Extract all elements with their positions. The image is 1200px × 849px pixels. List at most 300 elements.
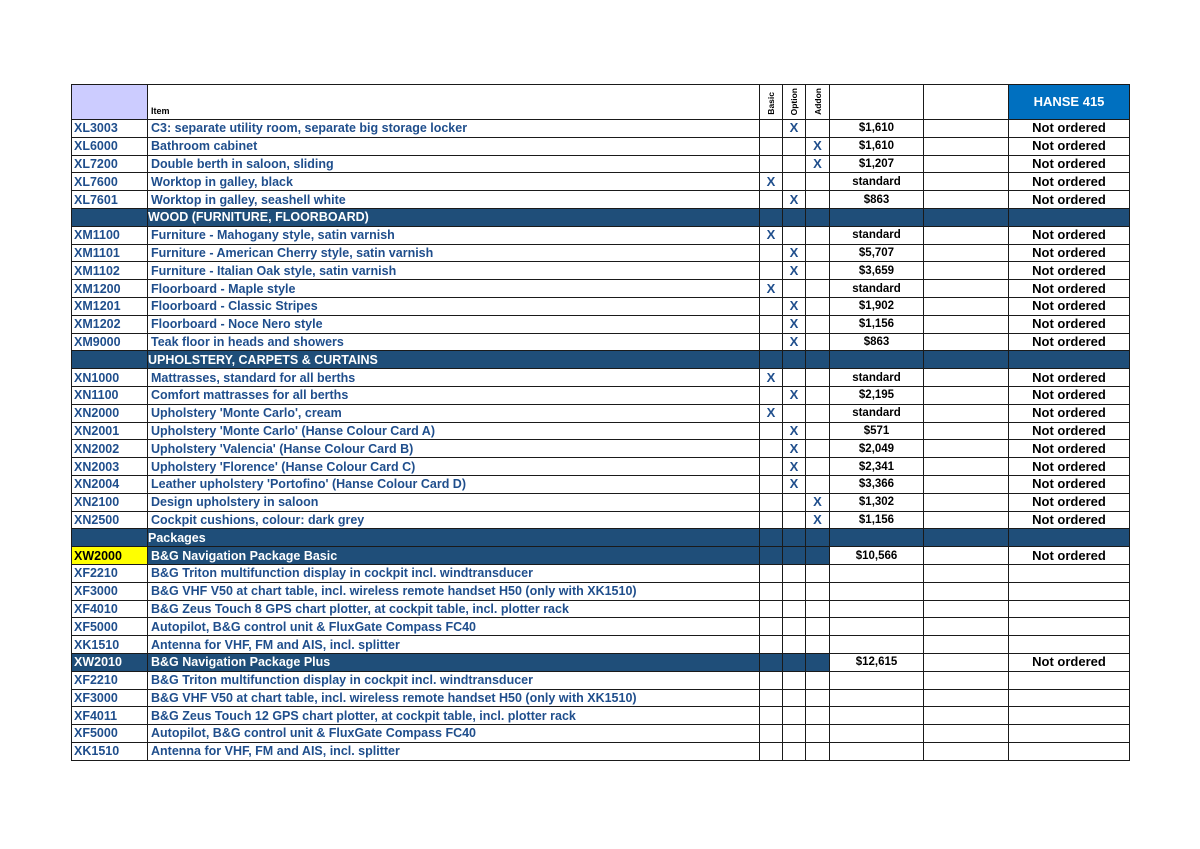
item-code: XF2210 (72, 671, 148, 689)
item-description: Furniture - Mahogany style, satin varnish (148, 226, 760, 244)
table-row (72, 458, 1130, 476)
blank-cell (924, 404, 1009, 422)
blank-cell (924, 511, 1009, 529)
item-code: XF3000 (72, 582, 148, 600)
package-fill-cell (806, 653, 830, 671)
section-fill-cell (783, 208, 806, 226)
item-code: XF5000 (72, 618, 148, 636)
item-price: $863 (830, 191, 924, 209)
basic-mark (760, 564, 783, 582)
item-price: $1,610 (830, 120, 924, 138)
item-description: B&G Triton multifunction display in cockpit incl. windtransducer (148, 564, 760, 582)
section-header-row (72, 351, 1130, 369)
blank-cell (924, 315, 1009, 333)
section-title: UPHOLSTERY, CARPETS & CURTAINS (148, 351, 760, 369)
order-status (1009, 725, 1130, 743)
package-fill-cell (783, 653, 806, 671)
item-description: Cockpit cushions, colour: dark grey (148, 511, 760, 529)
table-row (72, 742, 1130, 760)
header-price-cell (830, 85, 924, 120)
basic-mark (760, 742, 783, 760)
option-mark (783, 137, 806, 155)
table-row (72, 226, 1130, 244)
package-fill-cell (806, 547, 830, 565)
item-description: B&G Zeus Touch 8 GPS chart plotter, at cockpit table, incl. plotter rack (148, 600, 760, 618)
option-mark (783, 173, 806, 191)
item-description: Floorboard - Classic Stripes (148, 297, 760, 315)
addon-mark (806, 458, 830, 476)
item-price: $1,610 (830, 137, 924, 155)
addon-mark (806, 689, 830, 707)
item-description: B&G VHF V50 at chart table, incl. wireless remote handset H50 (only with XK1510) (148, 582, 760, 600)
basic-mark (760, 422, 783, 440)
blank-cell (924, 671, 1009, 689)
order-status: Not ordered (1009, 262, 1130, 280)
option-mark (783, 618, 806, 636)
option-mark: X (783, 386, 806, 404)
item-price (830, 725, 924, 743)
item-code: XF2210 (72, 564, 148, 582)
option-mark: X (783, 262, 806, 280)
order-status (1009, 636, 1130, 654)
item-price (830, 564, 924, 582)
item-price: $3,366 (830, 475, 924, 493)
header-code-cell (72, 85, 148, 120)
item-description: Double berth in saloon, sliding (148, 155, 760, 173)
basic-mark (760, 155, 783, 173)
table-row (72, 422, 1130, 440)
item-description: Comfort mattrasses for all berths (148, 386, 760, 404)
package-fill-cell (760, 547, 783, 565)
section-fill-cell (806, 208, 830, 226)
package-blank-cell (924, 547, 1009, 565)
item-code: XN2003 (72, 458, 148, 476)
table-row (72, 155, 1130, 173)
item-price (830, 600, 924, 618)
addon-mark (806, 475, 830, 493)
section-fill-cell (830, 351, 924, 369)
basic-mark (760, 582, 783, 600)
order-status (1009, 689, 1130, 707)
item-price (830, 636, 924, 654)
addon-mark (806, 636, 830, 654)
header-option-cell (783, 85, 806, 120)
item-code: XN2004 (72, 475, 148, 493)
section-code-cell (72, 208, 148, 226)
item-code: XF5000 (72, 725, 148, 743)
option-mark (783, 707, 806, 725)
basic-mark (760, 297, 783, 315)
blank-cell (924, 618, 1009, 636)
addon-mark (806, 333, 830, 351)
package-code: XW2000 (72, 547, 148, 565)
item-price: standard (830, 173, 924, 191)
order-status: Not ordered (1009, 315, 1130, 333)
item-description: Antenna for VHF, FM and AIS, incl. splitter (148, 636, 760, 654)
blank-cell (924, 707, 1009, 725)
blank-cell (924, 422, 1009, 440)
order-status: Not ordered (1009, 422, 1130, 440)
section-fill-cell (924, 208, 1009, 226)
section-fill-cell (760, 351, 783, 369)
item-price (830, 582, 924, 600)
header-item-label: Item (148, 85, 760, 120)
table-row (72, 475, 1130, 493)
item-code: XF4011 (72, 707, 148, 725)
basic-mark (760, 262, 783, 280)
basic-mark (760, 600, 783, 618)
option-mark: X (783, 244, 806, 262)
blank-cell (924, 725, 1009, 743)
blank-cell (924, 582, 1009, 600)
section-fill-cell (1009, 351, 1130, 369)
addon-mark (806, 315, 830, 333)
blank-cell (924, 262, 1009, 280)
order-status: Not ordered (1009, 297, 1130, 315)
item-price: $1,156 (830, 315, 924, 333)
order-status: Not ordered (1009, 404, 1130, 422)
item-description: Floorboard - Noce Nero style (148, 315, 760, 333)
item-description: B&G VHF V50 at chart table, incl. wireless remote handset H50 (only with XK1510) (148, 689, 760, 707)
item-description: Antenna for VHF, FM and AIS, incl. splitter (148, 742, 760, 760)
order-status (1009, 600, 1130, 618)
section-fill-cell (806, 529, 830, 547)
options-price-table (71, 84, 1130, 761)
blank-cell (924, 155, 1009, 173)
blank-cell (924, 173, 1009, 191)
table-row (72, 600, 1130, 618)
blank-cell (924, 689, 1009, 707)
table-row (72, 582, 1130, 600)
addon-mark (806, 707, 830, 725)
header-blank-cell (924, 85, 1009, 120)
option-mark (783, 582, 806, 600)
blank-cell (924, 191, 1009, 209)
order-status (1009, 742, 1130, 760)
basic-mark (760, 333, 783, 351)
package-price: $12,615 (830, 653, 924, 671)
item-code: XN1100 (72, 386, 148, 404)
order-status: Not ordered (1009, 120, 1130, 138)
header-addon-cell (806, 85, 830, 120)
order-status: Not ordered (1009, 173, 1130, 191)
basic-mark (760, 458, 783, 476)
item-description: Upholstery 'Valencia' (Hanse Colour Card B) (148, 440, 760, 458)
blank-cell (924, 297, 1009, 315)
table-row (72, 191, 1130, 209)
blank-cell (924, 120, 1009, 138)
order-status: Not ordered (1009, 386, 1130, 404)
addon-mark (806, 600, 830, 618)
header-basic-cell (760, 85, 783, 120)
order-status: Not ordered (1009, 440, 1130, 458)
addon-mark: X (806, 155, 830, 173)
item-price: $2,049 (830, 440, 924, 458)
item-description: Bathroom cabinet (148, 137, 760, 155)
addon-mark (806, 297, 830, 315)
option-mark: X (783, 422, 806, 440)
basic-mark (760, 120, 783, 138)
order-status: Not ordered (1009, 333, 1130, 351)
addon-mark (806, 618, 830, 636)
table-row (72, 707, 1130, 725)
blank-cell (924, 636, 1009, 654)
option-mark (783, 226, 806, 244)
option-mark (783, 404, 806, 422)
section-fill-cell (760, 529, 783, 547)
item-price: $1,902 (830, 297, 924, 315)
item-price: $1,156 (830, 511, 924, 529)
table-row (72, 137, 1130, 155)
item-code: XM1100 (72, 226, 148, 244)
blank-cell (924, 600, 1009, 618)
item-code: XM1200 (72, 280, 148, 298)
package-price: $10,566 (830, 547, 924, 565)
item-price (830, 671, 924, 689)
item-price: $3,659 (830, 262, 924, 280)
basic-mark (760, 511, 783, 529)
basic-mark (760, 493, 783, 511)
table-row (72, 440, 1130, 458)
basic-mark (760, 725, 783, 743)
item-code: XN2000 (72, 404, 148, 422)
section-header-row (72, 529, 1130, 547)
blank-cell (924, 244, 1009, 262)
item-code: XM1202 (72, 315, 148, 333)
basic-mark (760, 386, 783, 404)
item-description: Worktop in galley, black (148, 173, 760, 191)
blank-cell (924, 137, 1009, 155)
table-row (72, 173, 1130, 191)
section-fill-cell (783, 529, 806, 547)
order-status: Not ordered (1009, 493, 1130, 511)
addon-mark (806, 191, 830, 209)
blank-cell (924, 475, 1009, 493)
option-mark (783, 636, 806, 654)
section-fill-cell (783, 351, 806, 369)
item-code: XM1201 (72, 297, 148, 315)
basic-mark (760, 191, 783, 209)
item-code: XF4010 (72, 600, 148, 618)
option-mark: X (783, 120, 806, 138)
basic-mark (760, 671, 783, 689)
item-code: XL7600 (72, 173, 148, 191)
header-option-label: Option (789, 87, 799, 115)
option-mark: X (783, 440, 806, 458)
section-code-cell (72, 529, 148, 547)
item-description: Teak floor in heads and showers (148, 333, 760, 351)
section-fill-cell (830, 208, 924, 226)
order-status: Not ordered (1009, 191, 1130, 209)
option-mark (783, 564, 806, 582)
item-price: $1,302 (830, 493, 924, 511)
item-price: $5,707 (830, 244, 924, 262)
basic-mark: X (760, 404, 783, 422)
addon-mark (806, 564, 830, 582)
option-mark (783, 600, 806, 618)
addon-mark (806, 386, 830, 404)
item-price (830, 707, 924, 725)
section-header-row (72, 208, 1130, 226)
table-row (72, 618, 1130, 636)
basic-mark (760, 244, 783, 262)
blank-cell (924, 333, 1009, 351)
addon-mark (806, 725, 830, 743)
order-status (1009, 582, 1130, 600)
order-status (1009, 707, 1130, 725)
order-status: Not ordered (1009, 155, 1130, 173)
option-mark (783, 155, 806, 173)
header-addon-label: Addon (812, 88, 823, 115)
package-blank-cell (924, 653, 1009, 671)
table-row (72, 386, 1130, 404)
blank-cell (924, 280, 1009, 298)
table-row (72, 404, 1130, 422)
table-row (72, 564, 1130, 582)
addon-mark (806, 280, 830, 298)
item-code: XN2002 (72, 440, 148, 458)
item-description: B&G Triton multifunction display in cockpit incl. windtransducer (148, 671, 760, 689)
package-fill-cell (760, 653, 783, 671)
package-name: B&G Navigation Package Basic (148, 547, 760, 565)
order-status: Not ordered (1009, 458, 1130, 476)
item-price: $571 (830, 422, 924, 440)
item-code: XL3003 (72, 120, 148, 138)
basic-mark (760, 475, 783, 493)
table-row (72, 315, 1130, 333)
addon-mark (806, 173, 830, 191)
order-status: Not ordered (1009, 137, 1130, 155)
basic-mark: X (760, 369, 783, 387)
order-status: Not ordered (1009, 475, 1130, 493)
item-code: XN1000 (72, 369, 148, 387)
blank-cell (924, 386, 1009, 404)
table-row (72, 636, 1130, 654)
item-description: Autopilot, B&G control unit & FluxGate Compass FC40 (148, 618, 760, 636)
item-code: XN2001 (72, 422, 148, 440)
basic-mark (760, 315, 783, 333)
item-code: XL7200 (72, 155, 148, 173)
addon-mark (806, 244, 830, 262)
table-row (72, 262, 1130, 280)
addon-mark (806, 262, 830, 280)
package-row (72, 547, 1130, 565)
option-mark (783, 493, 806, 511)
order-status: Not ordered (1009, 280, 1130, 298)
addon-mark (806, 226, 830, 244)
item-price (830, 742, 924, 760)
option-mark: X (783, 297, 806, 315)
blank-cell (924, 369, 1009, 387)
section-fill-cell (924, 351, 1009, 369)
blank-cell (924, 493, 1009, 511)
table-row (72, 369, 1130, 387)
item-description: Upholstery 'Monte Carlo' (Hanse Colour Card A) (148, 422, 760, 440)
item-description: Upholstery 'Florence' (Hanse Colour Card C) (148, 458, 760, 476)
item-description: Autopilot, B&G control unit & FluxGate Compass FC40 (148, 725, 760, 743)
table-row (72, 725, 1130, 743)
addon-mark: X (806, 493, 830, 511)
package-order-status: Not ordered (1009, 653, 1130, 671)
blank-cell (924, 458, 1009, 476)
item-description: Leather upholstery 'Portofino' (Hanse Colour Card D) (148, 475, 760, 493)
section-title: WOOD (FURNITURE, FLOORBOARD) (148, 208, 760, 226)
basic-mark (760, 618, 783, 636)
item-code: XM1101 (72, 244, 148, 262)
option-mark: X (783, 191, 806, 209)
option-mark: X (783, 315, 806, 333)
option-mark: X (783, 475, 806, 493)
item-description: Mattrasses, standard for all berths (148, 369, 760, 387)
section-fill-cell (1009, 529, 1130, 547)
item-price: $863 (830, 333, 924, 351)
item-price: $1,207 (830, 155, 924, 173)
item-price: $2,195 (830, 386, 924, 404)
package-fill-cell (783, 547, 806, 565)
order-status (1009, 564, 1130, 582)
table-row (72, 244, 1130, 262)
order-status: Not ordered (1009, 226, 1130, 244)
package-name: B&G Navigation Package Plus (148, 653, 760, 671)
table-row (72, 511, 1130, 529)
package-order-status: Not ordered (1009, 547, 1130, 565)
item-code: XL7601 (72, 191, 148, 209)
item-price: standard (830, 369, 924, 387)
basic-mark: X (760, 226, 783, 244)
blank-cell (924, 226, 1009, 244)
addon-mark: X (806, 137, 830, 155)
item-code: XM1102 (72, 262, 148, 280)
header-row (72, 85, 1130, 120)
blank-cell (924, 440, 1009, 458)
addon-mark (806, 404, 830, 422)
item-price: standard (830, 280, 924, 298)
order-status: Not ordered (1009, 511, 1130, 529)
basic-mark (760, 636, 783, 654)
order-status: Not ordered (1009, 244, 1130, 262)
option-mark: X (783, 333, 806, 351)
option-mark (783, 689, 806, 707)
item-code: XM9000 (72, 333, 148, 351)
section-title: Packages (148, 529, 760, 547)
item-code: XK1510 (72, 636, 148, 654)
addon-mark (806, 440, 830, 458)
header-model-title: HANSE 415 (1009, 85, 1130, 120)
section-fill-cell (760, 208, 783, 226)
option-mark (783, 671, 806, 689)
item-description: Furniture - Italian Oak style, satin varnish (148, 262, 760, 280)
table-row (72, 671, 1130, 689)
order-status (1009, 618, 1130, 636)
addon-mark (806, 582, 830, 600)
addon-mark (806, 369, 830, 387)
basic-mark (760, 707, 783, 725)
section-fill-cell (830, 529, 924, 547)
option-mark: X (783, 458, 806, 476)
item-description: Floorboard - Maple style (148, 280, 760, 298)
section-code-cell (72, 351, 148, 369)
order-status: Not ordered (1009, 369, 1130, 387)
item-code: XL6000 (72, 137, 148, 155)
item-code: XN2100 (72, 493, 148, 511)
package-row (72, 653, 1130, 671)
addon-mark: X (806, 511, 830, 529)
section-fill-cell (1009, 208, 1130, 226)
item-description: Worktop in galley, seashell white (148, 191, 760, 209)
item-description: C3: separate utility room, separate big storage locker (148, 120, 760, 138)
addon-mark (806, 120, 830, 138)
order-status (1009, 671, 1130, 689)
